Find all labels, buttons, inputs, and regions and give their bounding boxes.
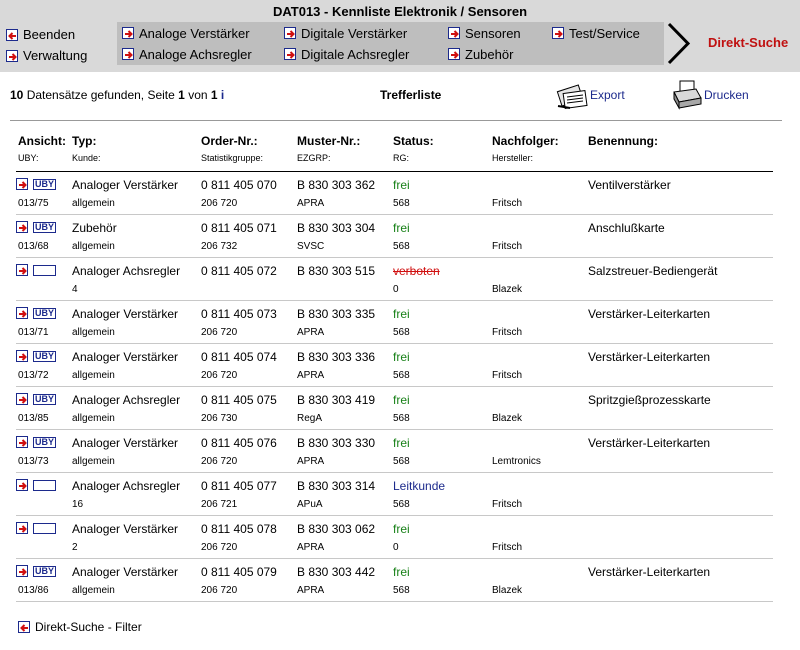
uby-id: 013/68 bbox=[18, 241, 49, 252]
nav-label: Analoge Achsregler bbox=[139, 46, 252, 62]
arrow-left-icon bbox=[6, 29, 18, 41]
order-nr: 0 811 405 072 bbox=[201, 264, 277, 278]
hersteller: Lemtronics bbox=[492, 456, 541, 467]
table-row bbox=[16, 215, 773, 258]
muster-nr: B 830 303 335 bbox=[297, 307, 376, 321]
table-row bbox=[16, 516, 773, 559]
benennung: Verstärker-Leiterkarten bbox=[588, 565, 711, 579]
nav-label: Sensoren bbox=[465, 25, 521, 41]
kunde: allgemein bbox=[72, 241, 115, 252]
order-nr: 0 811 405 075 bbox=[201, 393, 277, 407]
header-ansicht: Ansicht: bbox=[18, 134, 66, 148]
table-header bbox=[16, 134, 773, 172]
uby-id: 013/86 bbox=[18, 585, 49, 596]
arrow-right-icon[interactable] bbox=[16, 393, 28, 405]
muster-nr: B 830 303 336 bbox=[297, 350, 376, 364]
nav-label: Digitale Achsregler bbox=[301, 46, 410, 62]
arrow-right-icon bbox=[448, 27, 460, 39]
order-nr: 0 811 405 073 bbox=[201, 307, 277, 321]
ezgrp: APRA bbox=[297, 585, 325, 596]
muster-nr: B 830 303 515 bbox=[297, 264, 376, 278]
result-info bbox=[10, 88, 224, 102]
nav-digitale-achsregler[interactable] bbox=[284, 44, 409, 64]
uby-id: 013/71 bbox=[18, 327, 49, 338]
kunde: 16 bbox=[72, 499, 84, 510]
ezgrp: APuA bbox=[297, 499, 323, 510]
row-icons bbox=[16, 522, 56, 534]
statistikgruppe: 206 720 bbox=[201, 370, 238, 381]
print-label: Drucken bbox=[704, 88, 749, 102]
typ: Analoger Verstärker bbox=[72, 350, 179, 364]
page-number: 1 bbox=[178, 88, 185, 102]
table-row bbox=[16, 387, 773, 430]
statistikgruppe: 206 720 bbox=[201, 327, 238, 338]
nav-label: Zubehör bbox=[465, 46, 514, 62]
rg: 568 bbox=[393, 499, 410, 510]
status: frei bbox=[393, 522, 410, 536]
order-nr: 0 811 405 074 bbox=[201, 350, 277, 364]
header-uby: UBY: bbox=[18, 153, 39, 163]
status: frei bbox=[393, 178, 410, 192]
header-benennung: Benennung: bbox=[588, 134, 658, 148]
statistikgruppe: 206 732 bbox=[201, 241, 238, 252]
list-title: Trefferliste bbox=[380, 88, 442, 102]
statistikgruppe: 206 720 bbox=[201, 198, 238, 209]
muster-nr: B 830 303 314 bbox=[297, 479, 376, 493]
header-order: Order-Nr.: bbox=[201, 134, 258, 148]
status: frei bbox=[393, 221, 410, 235]
ezgrp: APRA bbox=[297, 327, 325, 338]
uby-badge[interactable]: UBY bbox=[34, 307, 54, 318]
statistikgruppe: 206 730 bbox=[201, 413, 238, 424]
hersteller: Fritsch bbox=[492, 327, 522, 338]
benennung: Verstärker-Leiterkarten bbox=[588, 307, 711, 321]
typ: Analoger Achsregler bbox=[72, 393, 181, 407]
statistikgruppe: 206 720 bbox=[201, 542, 238, 553]
muster-nr: B 830 303 362 bbox=[297, 178, 376, 192]
hersteller: Blazek bbox=[492, 284, 523, 295]
table-row bbox=[16, 172, 773, 215]
nav-digitale-verstaerker[interactable] bbox=[284, 23, 407, 43]
category-nav bbox=[117, 22, 664, 65]
ezgrp: APRA bbox=[297, 198, 325, 209]
hersteller: Blazek bbox=[492, 413, 523, 424]
order-nr: 0 811 405 078 bbox=[201, 522, 277, 536]
hersteller: Blazek bbox=[492, 585, 523, 596]
uby-id: 013/73 bbox=[18, 456, 49, 467]
header-hersteller: Hersteller: bbox=[492, 153, 534, 163]
rg: 0 bbox=[393, 542, 399, 553]
uby-badge[interactable]: UBY bbox=[34, 350, 54, 361]
uby-badge[interactable]: UBY bbox=[34, 436, 54, 447]
kunde: 2 bbox=[72, 542, 78, 553]
arrow-right-icon[interactable] bbox=[16, 221, 28, 233]
row-icons bbox=[16, 565, 56, 577]
uby-id: 013/75 bbox=[18, 198, 49, 209]
benennung: Ventilverstärker bbox=[588, 178, 671, 192]
arrow-right-icon bbox=[284, 48, 296, 60]
typ: Analoger Verstärker bbox=[72, 565, 179, 579]
arrow-right-icon bbox=[122, 27, 134, 39]
kunde: allgemein bbox=[72, 585, 115, 596]
row-icons bbox=[16, 221, 56, 233]
beenden-label: Beenden bbox=[23, 27, 76, 42]
page-title: DAT013 - Kennliste Elektronik / Sensoren bbox=[272, 4, 528, 19]
muster-nr: B 830 303 419 bbox=[297, 393, 376, 407]
table-row bbox=[16, 473, 773, 516]
kunde: 4 bbox=[72, 284, 78, 295]
row-icons bbox=[16, 264, 56, 276]
result-count: 10 bbox=[10, 88, 24, 102]
direkt-suche-filter-link[interactable] bbox=[18, 620, 142, 634]
row-icons bbox=[16, 307, 56, 319]
info-link[interactable]: i bbox=[220, 88, 225, 102]
rg: 568 bbox=[393, 198, 410, 209]
row-icons bbox=[16, 178, 56, 190]
typ: Analoger Verstärker bbox=[72, 178, 179, 192]
row-icons bbox=[16, 479, 56, 491]
header-ezgrp: EZGRP: bbox=[297, 153, 331, 163]
typ: Analoger Verstärker bbox=[72, 522, 179, 536]
arrow-right-icon bbox=[448, 48, 460, 60]
uby-badge[interactable]: UBY bbox=[34, 221, 54, 232]
page-of-text: von bbox=[188, 88, 208, 102]
export-icon bbox=[556, 78, 590, 112]
hersteller: Fritsch bbox=[492, 370, 522, 381]
row-icons bbox=[16, 350, 56, 362]
uby-badge[interactable]: UBY bbox=[34, 178, 54, 189]
typ: Zubehör bbox=[72, 221, 117, 235]
status: frei bbox=[393, 436, 410, 450]
nav-label: Analoge Verstärker bbox=[139, 25, 250, 41]
arrow-left-icon bbox=[18, 621, 30, 633]
header-nachfolger: Nachfolger: bbox=[492, 134, 559, 148]
arrow-right-icon bbox=[552, 27, 564, 39]
nav-label: Digitale Verstärker bbox=[301, 25, 408, 41]
direkt-suche-link[interactable]: Direkt-Suche bbox=[708, 35, 789, 50]
status: frei bbox=[393, 350, 410, 364]
rg: 568 bbox=[393, 327, 410, 338]
status: frei bbox=[393, 307, 410, 321]
header-rg: RG: bbox=[393, 153, 410, 163]
typ: Analoger Achsregler bbox=[72, 264, 181, 278]
arrow-right-icon[interactable] bbox=[16, 178, 28, 190]
export-label: Export bbox=[590, 88, 625, 102]
benennung: Verstärker-Leiterkarten bbox=[588, 350, 711, 364]
uby-id: 013/72 bbox=[18, 370, 49, 381]
nav-zubehoer[interactable] bbox=[448, 44, 513, 64]
uby-badge[interactable] bbox=[33, 523, 56, 534]
muster-nr: B 830 303 330 bbox=[297, 436, 376, 450]
arrow-right-icon bbox=[122, 48, 134, 60]
result-text: Datensätze gefunden, Seite bbox=[26, 88, 175, 102]
muster-nr: B 830 303 304 bbox=[297, 221, 376, 235]
ezgrp: APRA bbox=[297, 542, 325, 553]
benennung: Verstärker-Leiterkarten bbox=[588, 436, 711, 450]
row-icons bbox=[16, 436, 56, 448]
benennung: Spritzgießprozesskarte bbox=[588, 393, 711, 407]
typ: Analoger Verstärker bbox=[72, 436, 179, 450]
order-nr: 0 811 405 070 bbox=[201, 178, 277, 192]
rg: 568 bbox=[393, 241, 410, 252]
table-row bbox=[16, 430, 773, 473]
footer-label: Direkt-Suche - Filter bbox=[35, 620, 142, 634]
result-table bbox=[16, 172, 773, 602]
nav-analoge-verstaerker[interactable] bbox=[122, 23, 250, 43]
muster-nr: B 830 303 442 bbox=[297, 565, 376, 579]
table-row bbox=[16, 344, 773, 387]
rg: 568 bbox=[393, 370, 410, 381]
status: Leitkunde bbox=[393, 479, 446, 493]
uby-badge[interactable] bbox=[33, 480, 56, 491]
hersteller: Fritsch bbox=[492, 542, 522, 553]
muster-nr: B 830 303 062 bbox=[297, 522, 376, 536]
benennung: Anschlußkarte bbox=[588, 221, 665, 235]
header-muster: Muster-Nr.: bbox=[297, 134, 361, 148]
arrow-right-icon[interactable] bbox=[16, 264, 28, 276]
uby-badge[interactable]: UBY bbox=[34, 393, 54, 404]
order-nr: 0 811 405 071 bbox=[201, 221, 277, 235]
arrow-right-icon[interactable] bbox=[16, 350, 28, 362]
statistikgruppe: 206 720 bbox=[201, 456, 238, 467]
nav-analoge-achsregler[interactable] bbox=[122, 44, 252, 64]
kunde: allgemein bbox=[72, 456, 115, 467]
typ: Analoger Verstärker bbox=[72, 307, 179, 321]
arrow-right-icon bbox=[6, 50, 18, 62]
order-nr: 0 811 405 077 bbox=[201, 479, 277, 493]
header-bar bbox=[0, 0, 800, 72]
statistikgruppe: 206 721 bbox=[201, 499, 238, 510]
arrow-right-icon bbox=[284, 27, 296, 39]
ezgrp: RegA bbox=[297, 413, 323, 424]
rg: 568 bbox=[393, 456, 410, 467]
beenden-link[interactable] bbox=[6, 24, 87, 45]
arrow-right-icon[interactable] bbox=[16, 522, 28, 534]
uby-badge[interactable] bbox=[33, 265, 56, 276]
benennung: Salzstreuer-Bediengerät bbox=[588, 264, 718, 278]
header-kunde: Kunde: bbox=[72, 153, 101, 163]
arrow-right-icon[interactable] bbox=[16, 436, 28, 448]
verwaltung-link[interactable] bbox=[6, 45, 87, 66]
ezgrp: APRA bbox=[297, 370, 325, 381]
print-button[interactable] bbox=[670, 78, 749, 112]
header-status: Status: bbox=[393, 134, 434, 148]
typ: Analoger Achsregler bbox=[72, 479, 181, 493]
hersteller: Fritsch bbox=[492, 198, 522, 209]
kunde: allgemein bbox=[72, 413, 115, 424]
table-row bbox=[16, 301, 773, 344]
nav-sensoren[interactable] bbox=[448, 23, 521, 43]
rg: 0 bbox=[393, 284, 399, 295]
nav-test-service[interactable] bbox=[552, 23, 640, 43]
status: frei bbox=[393, 565, 410, 579]
kunde: allgemein bbox=[72, 370, 115, 381]
ezgrp: APRA bbox=[297, 456, 325, 467]
order-nr: 0 811 405 076 bbox=[201, 436, 277, 450]
page-total: 1 bbox=[210, 88, 218, 102]
header-typ: Typ: bbox=[72, 134, 97, 148]
arrow-right-icon[interactable] bbox=[16, 565, 28, 577]
header-statistikgruppe: Statistikgruppe: bbox=[201, 153, 264, 163]
hersteller: Fritsch bbox=[492, 241, 522, 252]
order-nr: 0 811 405 079 bbox=[201, 565, 277, 579]
rg: 568 bbox=[393, 413, 410, 424]
kunde: allgemein bbox=[72, 198, 115, 209]
printer-icon bbox=[670, 78, 704, 112]
ezgrp: SVSC bbox=[297, 241, 325, 252]
hersteller: Fritsch bbox=[492, 499, 522, 510]
status: verboten bbox=[393, 264, 440, 278]
export-button[interactable] bbox=[556, 78, 625, 112]
table-row bbox=[16, 559, 773, 602]
divider bbox=[10, 120, 782, 121]
arrow-right-icon[interactable] bbox=[16, 307, 28, 319]
row-icons bbox=[16, 393, 56, 405]
nav-label: Test/Service bbox=[569, 25, 640, 41]
status: frei bbox=[393, 393, 410, 407]
verwaltung-label: Verwaltung bbox=[23, 48, 88, 63]
kunde: allgemein bbox=[72, 327, 115, 338]
chevron-right-icon bbox=[666, 22, 692, 65]
statistikgruppe: 206 720 bbox=[201, 585, 238, 596]
rg: 568 bbox=[393, 585, 410, 596]
arrow-right-icon[interactable] bbox=[16, 479, 28, 491]
header-left-menu bbox=[6, 24, 87, 66]
uby-badge[interactable]: UBY bbox=[34, 565, 54, 576]
table-row bbox=[16, 258, 773, 301]
uby-id: 013/85 bbox=[18, 413, 49, 424]
